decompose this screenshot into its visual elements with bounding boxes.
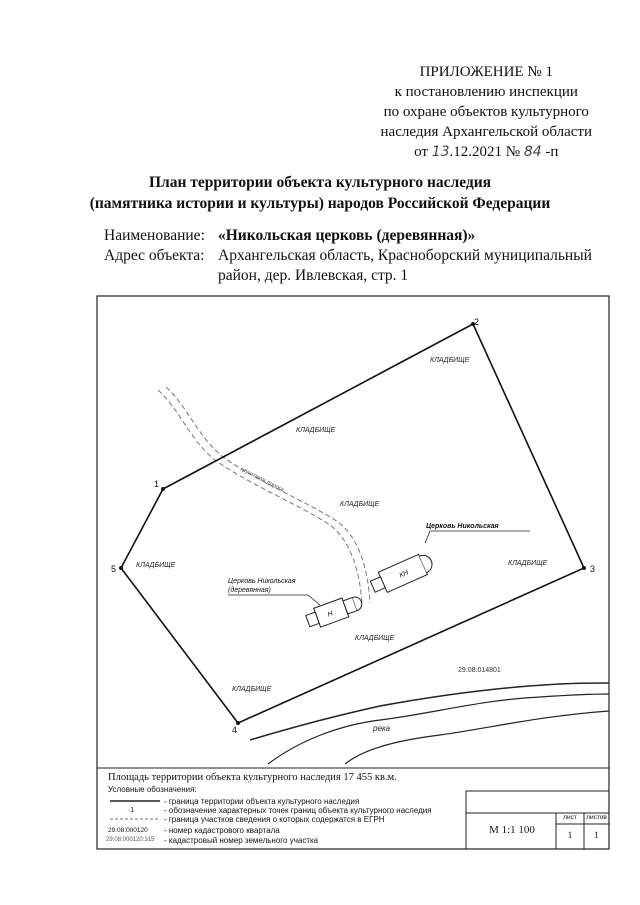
legend-item-boundary: - граница территории объекта культурного наследия xyxy=(164,797,360,806)
sheet-value: 1 xyxy=(567,830,573,840)
church-n-label-sub: (деревянная) xyxy=(228,587,271,594)
boundary-point-5 xyxy=(119,566,123,570)
area-text: Площадь территории объекта культурного наследия 17 455 кв.м. xyxy=(108,772,397,783)
cemetery-label: КЛАДБИЩЕ xyxy=(136,562,176,569)
appendix-title: ПРИЛОЖЕНИЕ № 1 xyxy=(419,64,553,80)
appendix-line: к постановлению инспекции xyxy=(394,84,578,100)
boundary-point-1 xyxy=(161,487,165,491)
church-n-label: Церковь Никольская xyxy=(228,578,296,585)
scale-value: М 1:1 100 xyxy=(489,824,535,836)
church-kn-label: Церковь Никольская xyxy=(426,523,499,530)
address-label: Адрес объекта: xyxy=(104,247,205,264)
boundary-point-3 xyxy=(582,566,586,570)
legend-item-points: - обозначение характерных точек границ объекта культурного наследия xyxy=(164,806,432,815)
church-kn-building xyxy=(368,551,435,597)
river-label: река xyxy=(373,724,391,733)
river xyxy=(250,683,609,764)
appendix-date: от 13.12.2021 № 84 -п xyxy=(414,144,559,160)
church-kn-code: КН xyxy=(398,569,410,580)
point-label-3: 3 xyxy=(590,564,596,574)
cemetery-label: КЛАДБИЩЕ xyxy=(430,357,470,364)
legend-quarter-symbol: 29:08:000120 xyxy=(108,827,148,834)
name-label: Наименование: xyxy=(104,227,205,244)
sheets-value: 1 xyxy=(594,830,599,840)
sheets-label: листов xyxy=(586,814,607,821)
boundary-points xyxy=(119,322,586,725)
appendix-line: по охране объектов культурного xyxy=(383,104,589,120)
territory-boundary xyxy=(121,324,584,723)
legend-item-egrn: - граница участков сведения о которых содержатся в ЕГРН xyxy=(164,815,385,824)
sheet-label: лист xyxy=(563,814,577,821)
dirt-road xyxy=(158,387,370,605)
name-value: «Никольская церковь (деревянная)» xyxy=(218,227,476,244)
cemetery-label: КЛАДБИЩЕ xyxy=(232,686,272,693)
road-label: грунтовая дорога xyxy=(239,466,285,494)
handwritten-day: 13 xyxy=(431,144,450,160)
point-label-5: 5 xyxy=(111,564,117,574)
legend-title: Условные обозначения: xyxy=(108,785,197,794)
address-value-line1: Архангельская область, Красноборский муниципальный xyxy=(218,247,592,264)
legend-point-symbol: ·1 xyxy=(128,807,135,814)
point-label-2: 2 xyxy=(474,317,480,327)
appendix-line: наследия Архангельской области xyxy=(380,124,592,140)
legend-parcel-symbol: 29:08:000120:315 xyxy=(106,837,155,843)
cadastral-quarter-label: 29:08:014801 xyxy=(458,667,501,674)
legend-item-parcel: - кадастровый номер земельного участка xyxy=(164,836,319,845)
church-n-code: Н xyxy=(326,610,334,619)
cemetery-label: КЛАДБИЩЕ xyxy=(296,427,336,434)
point-label-1: 1 xyxy=(154,479,160,489)
cemetery-label: КЛАДБИЩЕ xyxy=(340,501,380,508)
cemetery-label: КЛАДБИЩЕ xyxy=(355,635,395,642)
church-n-building xyxy=(304,592,364,630)
legend-item-quarter: - номер кадастрового квартала xyxy=(164,826,280,835)
point-label-4: 4 xyxy=(232,725,238,735)
handwritten-number: 84 xyxy=(523,144,542,160)
cemetery-label: КЛАДБИЩЕ xyxy=(508,560,548,567)
address-value-line2: район, дер. Ивлевская, стр. 1 xyxy=(218,267,409,284)
page-title: План территории объекта культурного наследия (памятника истории и культуры) народов Российской Федерации xyxy=(89,174,551,212)
plan-frame xyxy=(97,296,609,849)
